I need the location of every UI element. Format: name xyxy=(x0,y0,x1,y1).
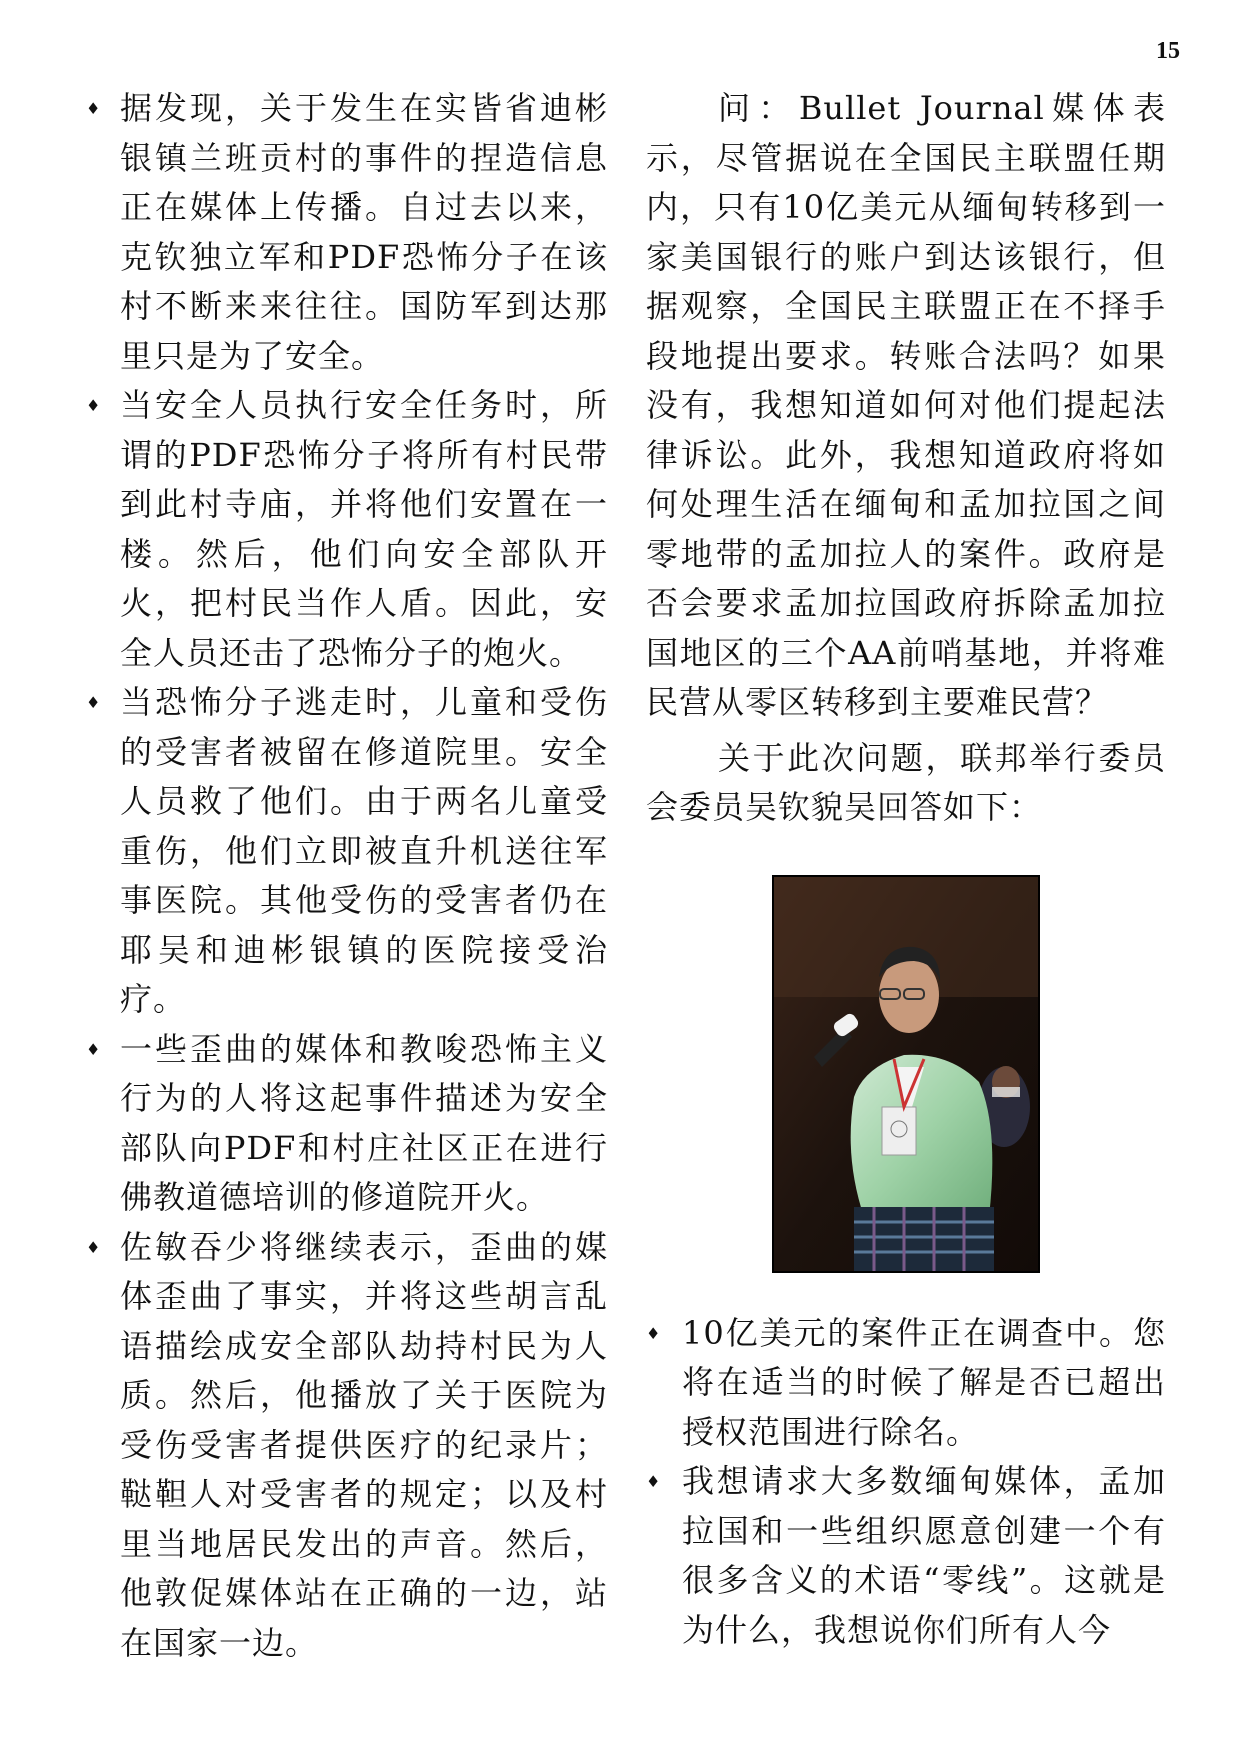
bullet-text: 我想请求大多数缅甸媒体，孟加拉国和一些组织愿意创建一个有很多含义的术语“零线”。这就是为什么，我想说你们所有人今 xyxy=(682,1462,1166,1649)
bullet-item xyxy=(78,1223,608,1669)
bullet-diamond-icon: ♦ xyxy=(646,1472,661,1491)
speaker-photo xyxy=(772,875,1040,1273)
bullet-diamond-icon: ♦ xyxy=(86,1039,101,1059)
bullet-diamond-icon: ♦ xyxy=(646,1323,661,1343)
bullet-item xyxy=(78,1025,608,1223)
bullet-text: 佐敏吞少将继续表示，歪曲的媒体歪曲了事实，并将这些胡言乱语描绘成安全部队劫持村民为人质。然后，他播放了关于医院为受伤受害者提供医疗的纪录片；鞑靼人对受害者的规定；以及村里当地居民发出的声音。然后，他敦促媒体站在正确的一边，站在国家一边。 xyxy=(120,1227,608,1662)
bullet-diamond-icon: ♦ xyxy=(86,693,101,712)
bullet-diamond-icon: ♦ xyxy=(86,396,101,415)
bullet-text: 一些歪曲的媒体和教唆恐怖主义行为的人将这起事件描述为安全部队向PDF和村庄社区正在进行佛教道德培训的修道院开火。 xyxy=(120,1029,608,1216)
bullet-item xyxy=(78,381,608,678)
question-paragraph: 问：Bullet Journal媒体表示，尽管据说在全国民主联盟任期内，只有10亿美元从缅甸转移到一家美国银行的账户到达该银行，但据观察，全国民主联盟正在不择手段地提出要求。转账合法吗？如果没有，我想知道如何对他们提起法律诉讼。此外，我想知道政府将如何处理生活在缅甸和孟加拉国之间零地带的孟加拉人的案件。政府是否会要求孟加拉国政府拆除孟加拉国地区的三个AA前哨基地，并将难民营从零区转移到主要难民营？ xyxy=(646,89,1166,721)
bullet-diamond-icon: ♦ xyxy=(86,1237,101,1257)
bullet-item xyxy=(646,1457,1166,1655)
left-column xyxy=(78,84,608,1668)
bullet-text: 当恐怖分子逃走时，儿童和受伤的受害者被留在修道院里。安全人员救了他们。由于两名儿童受重伤，他们立即被直升机送往军事医院。其他受伤的受害者仍在耶吴和迪彬银镇的医院接受治疗。 xyxy=(120,683,608,1018)
bullet-text: 据发现，关于发生在实皆省迪彬银镇兰班贡村的事件的捏造信息正在媒体上传播。自过去以来，克钦独立军和PDF恐怖分子在该村不断来来往往。国防军到达那里只是为了安全。 xyxy=(120,89,608,375)
right-column xyxy=(646,84,1166,1655)
bullet-diamond-icon: ♦ xyxy=(86,99,101,118)
bullet-item xyxy=(78,678,608,1025)
right-bullet-list xyxy=(646,1309,1166,1656)
bullet-text: 10亿美元的案件正在调查中。您将在适当的时候了解是否已超出授权范围进行除名。 xyxy=(682,1313,1166,1451)
bullet-text: 当安全人员执行安全任务时，所谓的PDF恐怖分子将所有村民带到此村寺庙，并将他们安置在一楼。然后，他们向安全部队开火，把村民当作人盾。因此，安全人员还击了恐怖分子的炮火。 xyxy=(120,386,608,672)
answer-intro-paragraph: 关于此次问题，联邦举行委员会委员吴钦貌吴回答如下： xyxy=(646,738,1166,826)
bullet-item xyxy=(646,1309,1166,1458)
page-number: 15 xyxy=(1156,38,1180,64)
speaker-photo-image xyxy=(774,877,1038,1271)
bullet-item xyxy=(78,84,608,381)
